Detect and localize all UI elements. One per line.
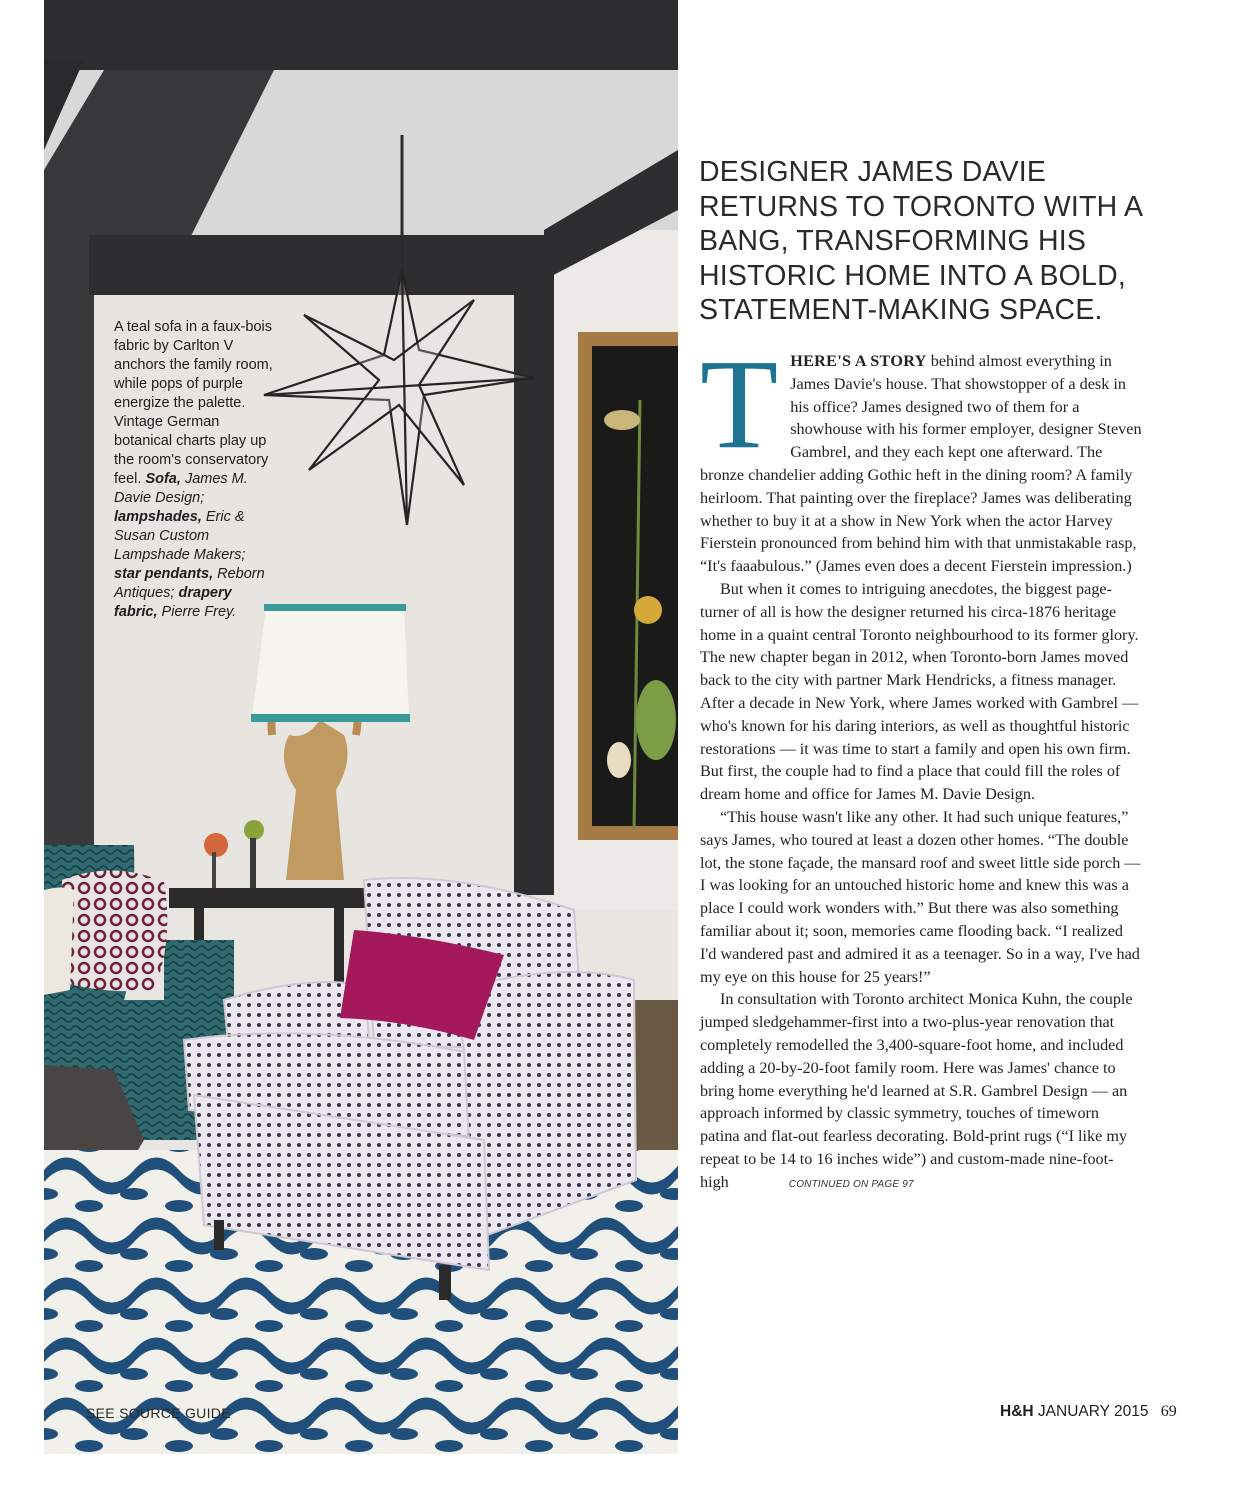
- source-guide-note: SEE SOURCE GUIDE: [86, 1405, 231, 1421]
- paragraph-4-text: In consultation with Toronto architect Monica Kuhn, the couple jumped sledgehammer-first into a two-plus-year renovation that completely remodelled the 3,400-square-foot home, and included adding a 20-by-20-foot family room. Here was James' chance to bring home everything he'd learned at S.R. Gambrel Design — an approach informed by classic symmetry, touches of timeworn patina and flat-out fearless decorating. Bold-print rugs (“I like my repeat to be 14 to 16 inches wide”) and custom-made nine-foot-high: [700, 990, 1133, 1191]
- lead-in: HERE'S A STORY: [790, 352, 927, 370]
- issue-date: JANUARY 2015: [1037, 1403, 1149, 1420]
- caption-credit-label: Sofa,: [145, 471, 181, 487]
- caption-credit-label: drapery fabric,: [114, 585, 232, 620]
- paragraph-3: “This house wasn't like any other. It had such unique features,” says James, who toured at least a dozen other homes. “The double lot, the stone façade, the mansard roof and sweet little side porch — I was looking for an untouched historic home and knew this was a place I could work wonders with.” But there was also something familiar about it; soon, memories came flooding back. “I realized I'd wandered past and admired it as a teenager. So in a way, I've had my eye on this house for 25 years!”: [700, 807, 1141, 986]
- caption-credit-value: Eric & Susan Custom Lampshade Makers;: [114, 509, 246, 563]
- magazine-name: H&H: [1000, 1403, 1034, 1420]
- room-photo: [44, 0, 678, 1454]
- caption-credit-value: Reborn Antiques;: [114, 566, 265, 601]
- post: [514, 235, 556, 895]
- page-number: 69: [1160, 1403, 1177, 1420]
- article-body: [700, 333, 1142, 1196]
- caption-credit-value: Pierre Frey.: [161, 604, 237, 620]
- photo-caption: [114, 318, 274, 622]
- caption-credit-value: James M. Davie Design;: [114, 471, 248, 506]
- paragraph-4: [700, 988, 1142, 1196]
- page-footer: [1000, 1403, 1177, 1421]
- caption-credit-label: lampshades,: [114, 509, 202, 525]
- family-room-illustration: [44, 0, 678, 1454]
- caption-intro: A teal sofa in a faux-bois fabric by Carlton V anchors the family room, while pops of purple energize the palette. Vintage German botanical charts play up the room's conservatory feel.: [114, 319, 273, 487]
- caption-credit-label: star pendants,: [114, 566, 214, 582]
- drop-cap: T: [700, 333, 779, 475]
- headline: DESIGNER JAMES DAVIE RETURNS TO TORONTO WITH A BANG, TRANSFORMING HIS HISTORIC HOME INTO A BOLD, STATEMENT-MAKING SPACE.: [699, 156, 1142, 326]
- paragraph-1: [700, 333, 1142, 578]
- paragraph-2: But when it comes to intriguing anecdotes, the biggest page-turner of all is how the designer returned his circa-1876 heritage home in a quaint central Toronto neighbourhood to its former glory. The new chapter began in 2012, when Toronto-born James moved back to the city with partner Mark Hendricks, a fitness manager. After a decade in New York, where James worked with Gambrel — who's known for his daring interiors, as well as thoughtful historic restorations — it was time to start a family and open his own firm. But first, the couple had to find a place that could fill the roles of dream home and office for James M. Davie Design.: [700, 579, 1139, 804]
- continued-on-note: CONTINUED ON PAGE 97: [788, 1178, 914, 1190]
- paragraph-1-text: behind almost everything in James Davie's house. That showstopper of a desk in his office? James designed two of them for a showhouse with his former employer, designer Steven Gambrel, and they each kept one afterward. The bronze chandelier adding Gothic heft in the dining room? A family heirloom. That painting over the fireplace? James was deliberating whether to buy it at a show in New York when the actor Harvey Fierstein pronounced from behind him with that unmistakable rasp, “It's faaabulous.” (James even does a decent Fierstein impression.): [700, 352, 1142, 576]
- lampshade: [252, 608, 409, 718]
